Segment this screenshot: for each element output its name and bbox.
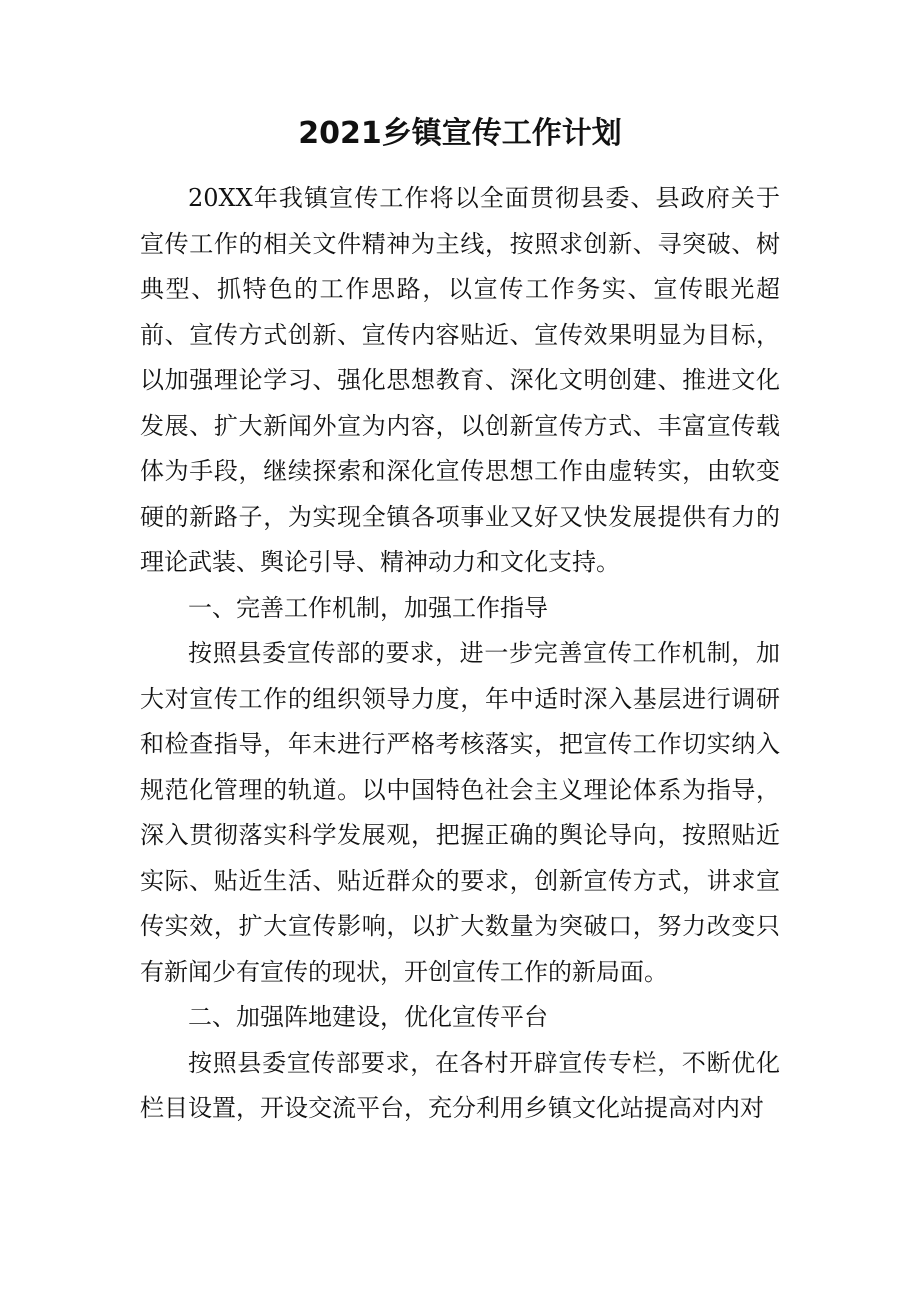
section-heading-1: 一、完善工作机制，加强工作指导 bbox=[188, 593, 548, 622]
document-body bbox=[140, 176, 780, 1132]
section-heading-2: 二、加强阵地建设，优化宣传平台 bbox=[188, 1003, 548, 1031]
document-title: 2021乡镇宣传工作计划 bbox=[298, 116, 622, 151]
paragraph-section-2: 按照县委宣传部要求，在各村开辟宣传专栏，不断优化栏目设置，开设交流平台，充分利用乡镇文化站提高对内对 bbox=[140, 1048, 780, 1122]
paragraph-intro: 20XX年我镇宣传工作将以全面贯彻县委、县政府关于宣传工作的相关文件精神为主线，按照求创新、寻突破、树典型、抓特色的工作思路，以宣传工作务实、宣传眼光超前、宣传方式创新、宣传内容贴近、宣传效果明显为目标，以加强理论学习、强化思想教育、深化文明创建、推进文化发展、扩大新闻外宣为内容，以创新宣传方式、丰富宣传载体为手段，继续探索和深化宣传思想工作由虚转实，由软变硬的新路子，为实现全镇各项事业又好又快发展提供有力的理论武装、舆论引导、精神动力和文化支持。 bbox=[140, 184, 780, 576]
paragraph-section-1: 按照县委宣传部的要求，进一步完善宣传工作机制，加大对宣传工作的组织领导力度，年中适时深入基层进行调研和检查指导，年末进行严格考核落实，把宣传工作切实纳入规范化管理的轨道。以中国特色社会主义理论体系为指导，深入贯彻落实科学发展观，把握正确的舆论导向，按照贴近实际、贴近生活、贴近群众的要求，创新宣传方式，讲求宣传实效，扩大宣传影响，以扩大数量为突破口，努力改变只有新闻少有宣传的现状，开创宣传工作的新局面。 bbox=[140, 639, 780, 986]
